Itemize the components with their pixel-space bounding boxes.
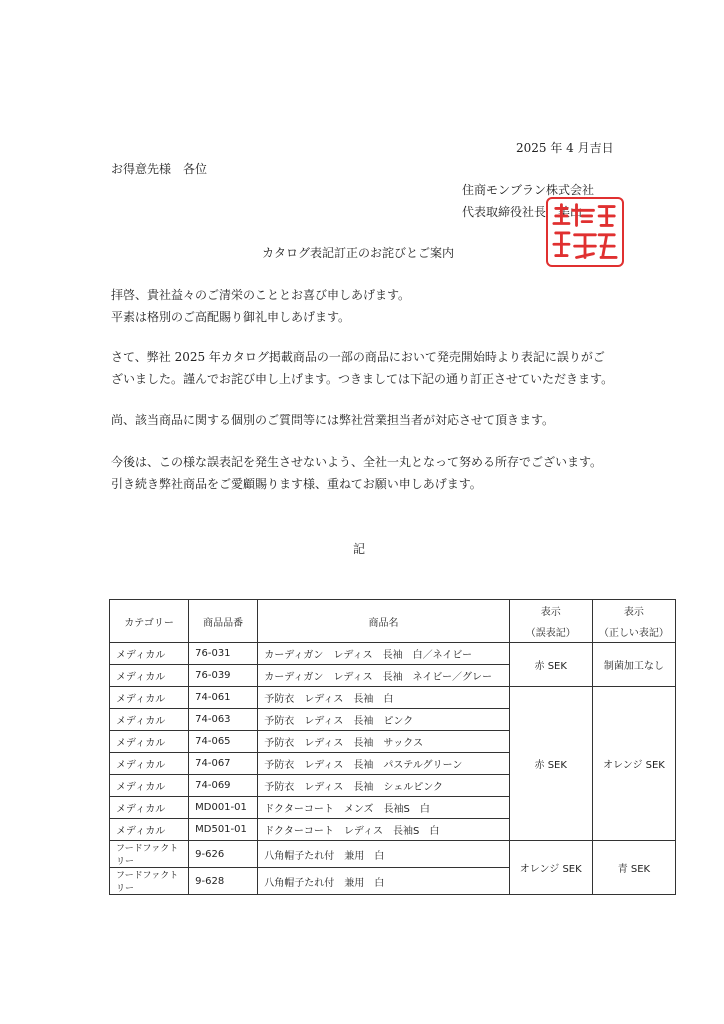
cell-code: 74-067: [189, 753, 258, 775]
document-title: カタログ表記訂正のお詫びとご案内: [262, 246, 455, 260]
table-row: [110, 687, 676, 709]
sender-company: 住商モンブラン株式会社: [462, 183, 595, 197]
recipient: お得意先様 各位: [111, 162, 208, 176]
cell-category: メディカル: [110, 687, 189, 709]
cell-correct: 青 SEK: [592, 841, 675, 895]
cell-code: 76-031: [189, 643, 258, 665]
table-row: [110, 841, 676, 868]
header-wrong-line1: 表示: [540, 607, 561, 618]
cell-correct: オレンジ SEK: [592, 687, 675, 841]
cell-code: 9-626: [189, 841, 258, 868]
header-wrong: [509, 600, 592, 643]
body-line: ざいました。謹んでお詫び申し上げます。つきましては下記の通り訂正させていただきます。: [111, 372, 614, 386]
cell-category: メディカル: [110, 709, 189, 731]
representative-title: 代表取締役社長: [462, 205, 559, 219]
document-date: 2025 年 4 月吉日: [516, 141, 614, 155]
cell-code: 9-628: [189, 868, 258, 895]
cell-name: カーディガン レディス 長袖 白／ネイビー: [258, 643, 509, 665]
cell-category: メディカル: [110, 665, 189, 687]
cell-name: 予防衣 レディス 長袖 白: [258, 687, 509, 709]
cell-category: メディカル: [110, 775, 189, 797]
cell-category: メディカル: [110, 643, 189, 665]
ki-heading: 記: [353, 542, 366, 556]
cell-code: 74-069: [189, 775, 258, 797]
cell-code: 76-039: [189, 665, 258, 687]
body-paragraph-1: [111, 284, 410, 328]
header-correct-line2: （正しい表記）: [598, 628, 669, 639]
representative-name: 美山: [558, 205, 583, 219]
table-header-row: [110, 600, 676, 643]
cell-wrong: オレンジ SEK: [509, 841, 592, 895]
cell-name: ドクターコート レディス 長袖S 白: [258, 819, 509, 841]
cell-category: メディカル: [110, 797, 189, 819]
cell-name: 予防衣 レディス 長袖 サックス: [258, 731, 509, 753]
header-category: カテゴリー: [110, 600, 189, 643]
body-paragraph-3: 尚、該当商品に関する個別のご質問等には弊社営業担当者が対応させて頂きます。: [111, 413, 555, 427]
cell-category: メディカル: [110, 731, 189, 753]
header-wrong-line2: （誤表記）: [525, 628, 576, 639]
cell-category: フードファクトリー: [110, 841, 189, 868]
body-paragraph-2: [111, 346, 613, 390]
cell-correct: 制菌加工なし: [592, 643, 675, 687]
body-line: さて、弊社 2025 年カタログ掲載商品の一部の商品において発売開始時より表記に誤りがご: [111, 350, 605, 364]
cell-category: メディカル: [110, 753, 189, 775]
body-line: 拝啓、貴社益々のご清栄のこととお喜び申しあげます。: [111, 288, 411, 302]
cell-name: カーディガン レディス 長袖 ネイビー／グレー: [258, 665, 509, 687]
cell-name: 予防衣 レディス 長袖 シェルピンク: [258, 775, 509, 797]
cell-code: MD501-01: [189, 819, 258, 841]
header-name: 商品名: [258, 600, 509, 643]
header-correct: [592, 600, 675, 643]
cell-name: 予防衣 レディス 長袖 パステルグリーン: [258, 753, 509, 775]
table-row: [110, 643, 676, 665]
cell-name: 予防衣 レディス 長袖 ピンク: [258, 709, 509, 731]
body-line: 平素は格別のご高配賜り御礼申しあげます。: [111, 310, 351, 324]
cell-code: 74-061: [189, 687, 258, 709]
cell-code: MD001-01: [189, 797, 258, 819]
body-line: 引き続き弊社商品をご愛顧賜ります様、重ねてお願い申しあげます。: [111, 477, 482, 491]
cell-wrong: 赤 SEK: [509, 687, 592, 841]
cell-code: 74-063: [189, 709, 258, 731]
body-paragraph-4: [111, 451, 602, 495]
cell-code: 74-065: [189, 731, 258, 753]
body-line: 今後は、この様な誤表記を発生させないよう、全社一丸となって努める所存でございます。: [111, 455, 603, 469]
company-seal-icon: [546, 197, 624, 267]
cell-category: フードファクトリー: [110, 868, 189, 895]
cell-name: 八角帽子たれ付 兼用 白: [258, 841, 509, 868]
cell-category: メディカル: [110, 819, 189, 841]
cell-name: ドクターコート メンズ 長袖S 白: [258, 797, 509, 819]
cell-wrong: 赤 SEK: [509, 643, 592, 687]
header-code: 商品品番: [189, 600, 258, 643]
header-correct-line1: 表示: [623, 607, 644, 618]
correction-table: [109, 599, 676, 895]
cell-name: 八角帽子たれ付 兼用 白: [258, 868, 509, 895]
